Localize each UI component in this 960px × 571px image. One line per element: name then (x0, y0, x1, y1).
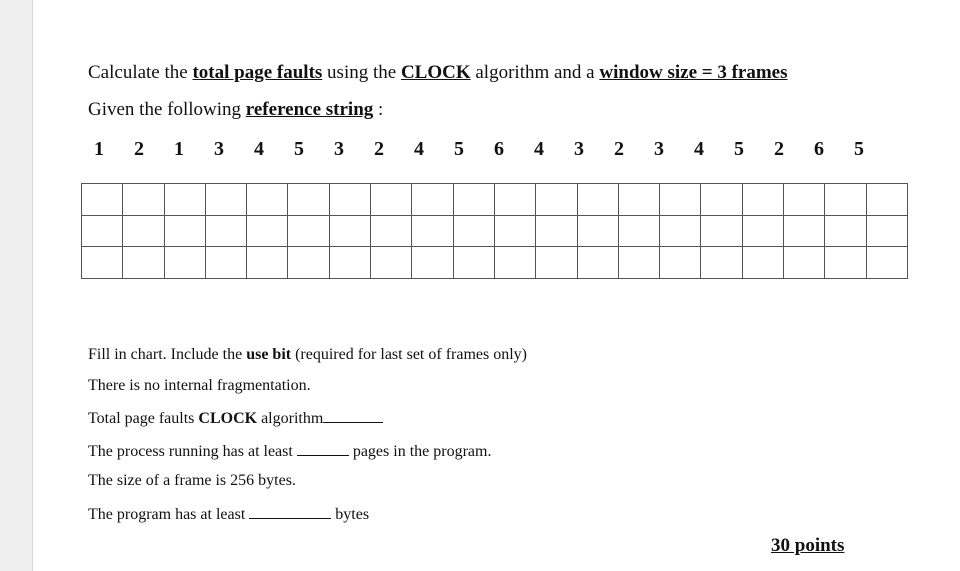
chart-cell[interactable] (536, 184, 577, 216)
chart-cell[interactable] (371, 184, 412, 216)
fill-instruction (88, 346, 527, 364)
chart-cell[interactable] (701, 184, 742, 216)
chart-cell[interactable] (453, 184, 494, 216)
chart-cell[interactable] (618, 247, 659, 279)
reference-value: 5 (734, 138, 744, 160)
total-page-faults-question (88, 408, 383, 428)
chart-cell[interactable] (742, 184, 783, 216)
reference-value: 5 (454, 138, 464, 160)
reference-value: 4 (694, 138, 704, 160)
chart-cell[interactable] (660, 247, 701, 279)
program-suffix: bytes (331, 506, 370, 523)
frame-size-note: The size of a frame is 256 bytes. (88, 472, 296, 489)
chart-cell[interactable] (494, 215, 535, 247)
reference-value: 6 (494, 138, 504, 160)
chart-cell[interactable] (412, 184, 453, 216)
chart-cell[interactable] (825, 247, 866, 279)
given-text (88, 99, 383, 121)
chart-cell[interactable] (329, 215, 370, 247)
chart-cell[interactable] (536, 215, 577, 247)
total-page-faults-blank[interactable] (323, 408, 383, 423)
reference-value: 6 (814, 138, 824, 160)
chart-cell[interactable] (618, 215, 659, 247)
chart-cell[interactable] (784, 215, 825, 247)
program-bytes-blank[interactable] (249, 504, 331, 519)
chart-cell[interactable] (205, 184, 246, 216)
total-suffix: algorithm (257, 410, 324, 427)
chart-cell[interactable] (288, 247, 329, 279)
chart-cell[interactable] (288, 184, 329, 216)
fill-use-bit: use bit (246, 346, 292, 363)
chart-cell[interactable] (247, 184, 288, 216)
process-suffix: pages in the program. (348, 443, 492, 460)
chart-cell[interactable] (784, 184, 825, 216)
question-term-clock: CLOCK (400, 62, 471, 83)
chart-cell[interactable] (825, 215, 866, 247)
chart-cell[interactable] (288, 215, 329, 247)
program-prefix: The program has at least (88, 506, 250, 523)
chart-cell[interactable] (371, 215, 412, 247)
reference-value: 3 (574, 138, 584, 160)
reference-string (94, 138, 894, 161)
question-term-total-page-faults: total page faults (192, 62, 323, 83)
process-prefix: The process running has at least (88, 443, 297, 460)
reference-value: 4 (534, 138, 544, 160)
chart-cell[interactable] (123, 215, 164, 247)
reference-value: 4 (254, 138, 264, 160)
question-mid: using the (322, 62, 401, 83)
left-margin-bar (0, 0, 33, 571)
reference-value: 1 (94, 138, 104, 160)
chart-cell[interactable] (742, 247, 783, 279)
fragmentation-note: There is no internal fragmentation. (88, 377, 311, 394)
chart-cell[interactable] (205, 215, 246, 247)
reference-value: 5 (294, 138, 304, 160)
chart-cell[interactable] (329, 184, 370, 216)
fill-prefix: Fill in chart. Include the (88, 346, 247, 363)
reference-value: 3 (334, 138, 344, 160)
chart-cell[interactable] (82, 247, 123, 279)
points-label: 30 points (771, 535, 845, 556)
chart-cell[interactable] (577, 215, 618, 247)
chart-cell[interactable] (866, 215, 907, 247)
chart-cell[interactable] (742, 215, 783, 247)
chart-cell[interactable] (701, 215, 742, 247)
chart-cell[interactable] (825, 184, 866, 216)
reference-value: 2 (134, 138, 144, 160)
reference-value: 3 (654, 138, 664, 160)
fill-suffix: (required for last set of frames only) (291, 346, 528, 363)
chart-cell[interactable] (866, 184, 907, 216)
chart-cell[interactable] (164, 247, 205, 279)
program-bytes-question (88, 504, 369, 524)
chart-cell[interactable] (577, 247, 618, 279)
reference-value: 4 (414, 138, 424, 160)
reference-value: 3 (214, 138, 224, 160)
page-frame-chart (81, 183, 908, 279)
chart-cell[interactable] (123, 247, 164, 279)
chart-row (82, 184, 908, 216)
chart-cell[interactable] (577, 184, 618, 216)
chart-cell[interactable] (412, 247, 453, 279)
chart-row (82, 247, 908, 279)
chart-row (82, 215, 908, 247)
given-suffix: : (373, 99, 384, 120)
chart-cell[interactable] (494, 184, 535, 216)
chart-cell[interactable] (371, 247, 412, 279)
process-pages-blank[interactable] (297, 441, 349, 456)
question-term-window-size: window size = 3 frames (599, 62, 788, 83)
chart-cell[interactable] (866, 247, 907, 279)
chart-cell[interactable] (329, 247, 370, 279)
question-prefix: Calculate the (88, 62, 193, 83)
chart-cell[interactable] (123, 184, 164, 216)
question-text (88, 62, 788, 84)
chart-cell[interactable] (618, 184, 659, 216)
reference-value: 5 (854, 138, 864, 160)
chart-cell[interactable] (164, 184, 205, 216)
chart-cell[interactable] (660, 215, 701, 247)
total-clock: CLOCK (198, 410, 258, 427)
chart-cell[interactable] (82, 184, 123, 216)
chart-cell[interactable] (453, 215, 494, 247)
chart-cell[interactable] (453, 247, 494, 279)
chart-cell[interactable] (494, 247, 535, 279)
reference-value: 1 (174, 138, 184, 160)
chart-cell[interactable] (784, 247, 825, 279)
reference-value: 2 (374, 138, 384, 160)
chart-cell[interactable] (247, 247, 288, 279)
process-pages-question (88, 441, 491, 461)
reference-value: 2 (614, 138, 624, 160)
chart-cell[interactable] (412, 215, 453, 247)
chart-cell[interactable] (82, 215, 123, 247)
question-mid2: algorithm and a (470, 62, 600, 83)
chart-cell[interactable] (701, 247, 742, 279)
chart-cell[interactable] (164, 215, 205, 247)
chart-cell[interactable] (536, 247, 577, 279)
chart-cell[interactable] (247, 215, 288, 247)
given-prefix: Given the following (88, 99, 246, 120)
reference-value: 2 (774, 138, 784, 160)
chart-cell[interactable] (660, 184, 701, 216)
given-term-reference-string: reference string (245, 99, 374, 120)
chart-cell[interactable] (205, 247, 246, 279)
total-prefix: Total page faults (88, 410, 199, 427)
